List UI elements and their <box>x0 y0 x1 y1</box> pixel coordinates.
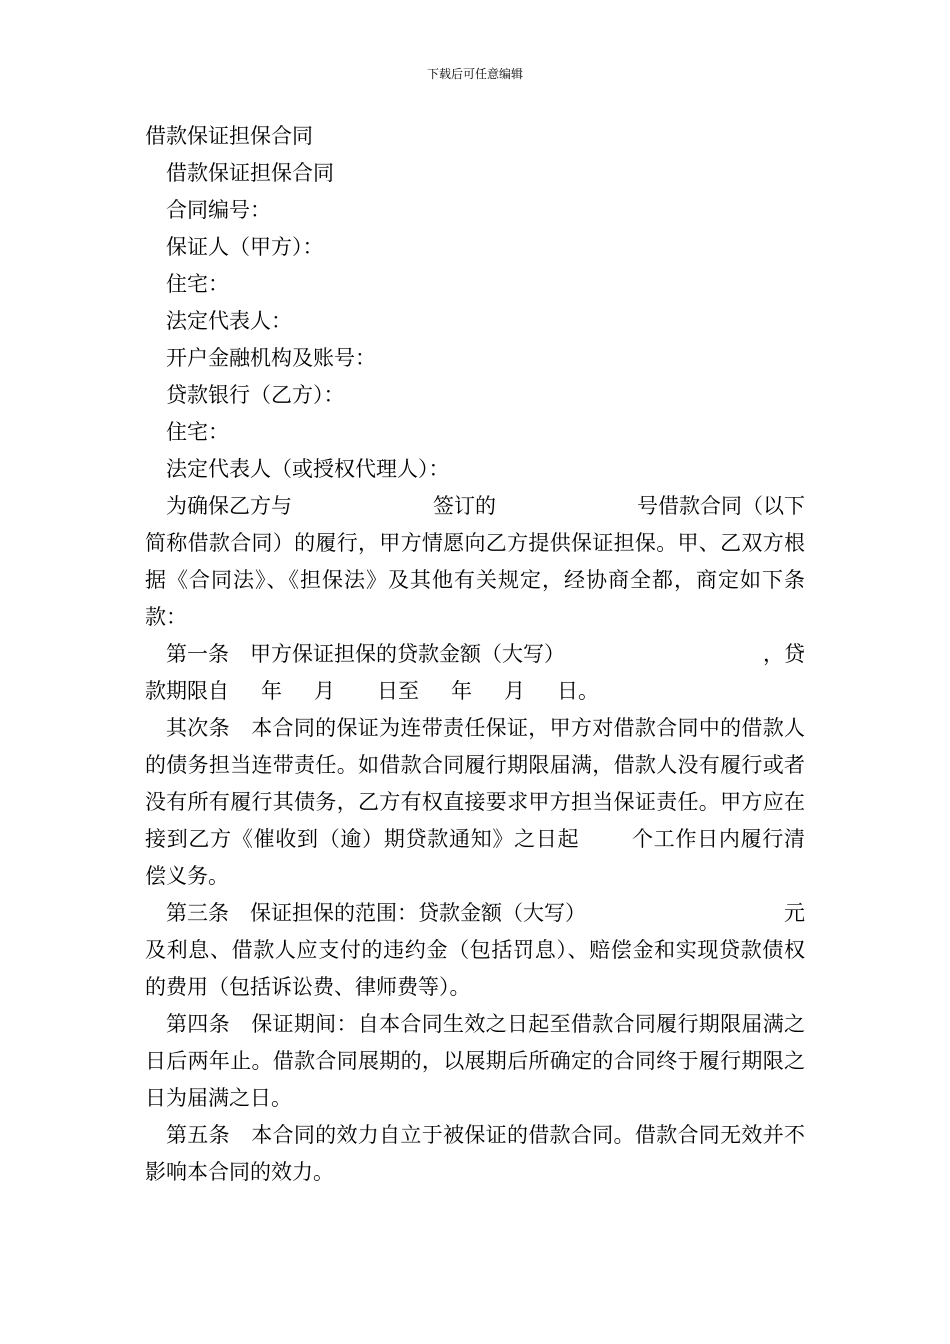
article-1-year-1: 年 <box>261 679 282 703</box>
document-body <box>145 118 805 1191</box>
intro-first-line <box>145 488 805 525</box>
intro-paragraph: 简称借款合同）的履行，甲方情愿向乙方提供保证担保。甲、乙双方根据《合同法》、《担保法》及其他有关规定，经协商全都，商定如下条款： <box>145 531 805 629</box>
article-2-unit: 个 <box>631 827 654 851</box>
page-header: 下载后可任意编辑 <box>426 67 523 81</box>
article-4-heading: 第四条 <box>166 1012 230 1036</box>
article-1-term-from: 款期限自 <box>145 679 229 703</box>
article-3-text-end: 元 <box>784 901 805 925</box>
field-guarantor: 保证人（甲方）： <box>166 235 324 259</box>
article-3-line-1 <box>145 895 805 932</box>
article-2-body: 本合同的保证为连带责任保证，甲方对借款合同中的借款人的债务担当连带责任。如借款合同履行期限届满，借款人没有履行或者没有所有履行其债务，乙方有权直接要求甲方担当保证责任。甲方应在接到乙方《催收到（逾）期贷款通知》之日起 <box>145 716 806 851</box>
article-1-text-end: ，贷 <box>763 642 805 666</box>
article-3-heading: 第三条 <box>166 901 229 925</box>
intro-part1: 为确保乙方与 <box>166 494 292 518</box>
article-5-heading: 第五条 <box>166 1123 230 1147</box>
article-3-text: 保证担保的范围：贷款金额（大写） <box>250 901 586 925</box>
field-guarantor-representative: 法定代表人： <box>166 309 292 333</box>
intro-part3: 号借款合同（以下 <box>637 494 805 518</box>
article-2 <box>145 710 805 895</box>
article-5 <box>145 1117 805 1191</box>
field-guarantor-bank: 开户金融机构及账号： <box>166 346 376 370</box>
article-4 <box>145 1006 805 1117</box>
article-1-day-to: 日至 <box>377 679 419 703</box>
field-lender-address: 住宅： <box>166 420 229 444</box>
field-lender-representative: 法定代表人（或授权代理人）： <box>166 457 450 481</box>
field-contract-no: 合同编号： <box>166 198 271 222</box>
article-1-line-2 <box>145 673 805 710</box>
document-title: 借款保证担保合同 <box>145 124 313 148</box>
article-1-year-2: 年 <box>451 679 472 703</box>
article-4-body: 保证期间：自本合同生效之日起至借款合同履行期限届满之日后两年止。借款合同展期的，以展期后所确定的合同终于履行期限之日为届满之日。 <box>145 1012 806 1110</box>
article-1-heading: 第一条 <box>166 642 229 666</box>
article-1-day-end: 日。 <box>557 679 599 703</box>
article-2-heading: 其次条 <box>166 716 230 740</box>
document-subtitle: 借款保证担保合同 <box>166 161 334 185</box>
article-3-body: 及利息、借款人应支付的违约金（包括罚息）、赔偿金和实现贷款债权的费用（包括诉讼费、律师费等）。 <box>145 938 805 999</box>
article-1-month-2: 月 <box>504 679 525 703</box>
field-guarantor-address: 住宅： <box>166 272 229 296</box>
article-1-line-1 <box>145 636 805 673</box>
field-lender: 贷款银行（乙方）： <box>166 383 345 407</box>
article-2-body-end: 工作日内履行清偿义务。 <box>145 827 806 888</box>
article-1-month-1: 月 <box>314 679 335 703</box>
article-1-text: 甲方保证担保的贷款金额（大写） <box>250 642 565 666</box>
intro-part2: 签订的 <box>433 494 496 518</box>
article-5-body: 本合同的效力自立于被保证的借款合同。借款合同无效并不影响本合同的效力。 <box>145 1123 806 1184</box>
